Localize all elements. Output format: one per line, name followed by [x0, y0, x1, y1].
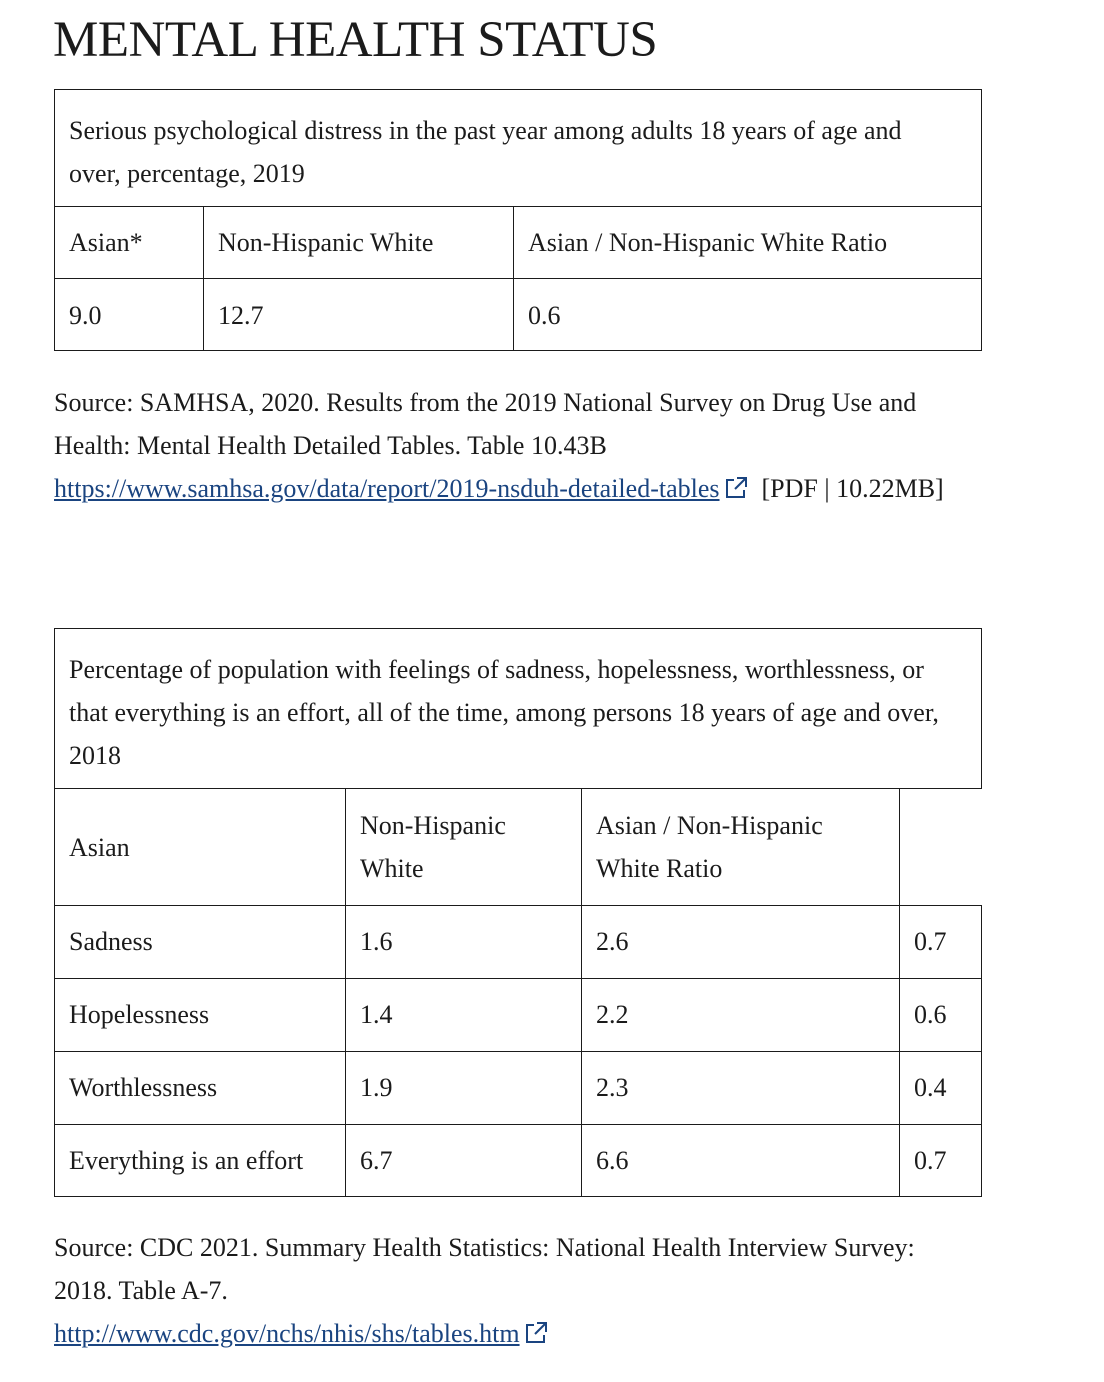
pdf-size-note: [PDF | 10.22MB] [761, 474, 944, 503]
row-value-ratio: 0.7 [914, 1146, 947, 1175]
row-value-ratio: 0.7 [914, 927, 947, 956]
feelings-table [54, 628, 982, 1197]
row-value-asian: 1.4 [360, 1000, 393, 1029]
source-cdc [54, 1226, 934, 1355]
page-title: MENTAL HEALTH STATUS [53, 12, 658, 68]
cdc-link[interactable]: http://www.cdc.gov/nchs/nhis/shs/tables.htm [54, 1319, 520, 1348]
row-value-ratio: 0.4 [914, 1073, 947, 1102]
row-value-asian: 1.6 [360, 927, 393, 956]
row-value-ratio: 0.6 [914, 1000, 947, 1029]
table-header-asian: Asian [69, 833, 130, 862]
row-value-nhw: 2.2 [596, 1000, 629, 1029]
table-cell-asian: 9.0 [69, 301, 102, 330]
table-cell-nhw: 12.7 [218, 301, 264, 330]
table-header-ratio: Asian / Non-Hispanic White Ratio [596, 811, 823, 883]
row-label-effort: Everything is an effort [69, 1146, 304, 1175]
samhsa-link[interactable]: https://www.samhsa.gov/data/report/2019-nsduh-detailed-tables [54, 474, 720, 503]
source-cdc-text: Source: CDC 2021. Summary Health Statistics: National Health Interview Survey: 2018. Table A-7. [54, 1233, 915, 1305]
feelings-table-caption: Percentage of population with feelings of sadness, hopelessness, worthlessness, or that everything is an effort, all of the time, among persons 18 years of age and over, 2018 [69, 655, 939, 770]
source-samhsa [54, 381, 994, 510]
row-label-sadness: Sadness [69, 927, 153, 956]
source-samhsa-text: Source: SAMHSA, 2020. Results from the 2019 National Survey on Drug Use and Health: Mental Health Detailed Tables. Table 10.43B [54, 388, 917, 460]
row-value-asian: 1.9 [360, 1073, 393, 1102]
row-value-nhw: 2.3 [596, 1073, 629, 1102]
table-cell-ratio: 0.6 [528, 301, 561, 330]
distress-table [54, 89, 982, 351]
row-value-nhw: 2.6 [596, 927, 629, 956]
row-label-worthlessness: Worthlessness [69, 1073, 218, 1102]
table-header-ratio: Asian / Non-Hispanic White Ratio [528, 228, 888, 257]
table-header-asian: Asian* [69, 228, 143, 257]
row-value-nhw: 6.6 [596, 1146, 629, 1175]
external-link-icon[interactable] [724, 476, 748, 500]
row-label-hopelessness: Hopelessness [69, 1000, 210, 1029]
table-header-nhw: Non-Hispanic White [218, 228, 434, 257]
table-header-nhw: Non-Hispanic White [360, 811, 506, 883]
row-value-asian: 6.7 [360, 1146, 393, 1175]
distress-table-caption: Serious psychological distress in the past year among adults 18 years of age and over, percentage, 2019 [69, 116, 902, 188]
external-link-icon[interactable] [524, 1321, 548, 1345]
